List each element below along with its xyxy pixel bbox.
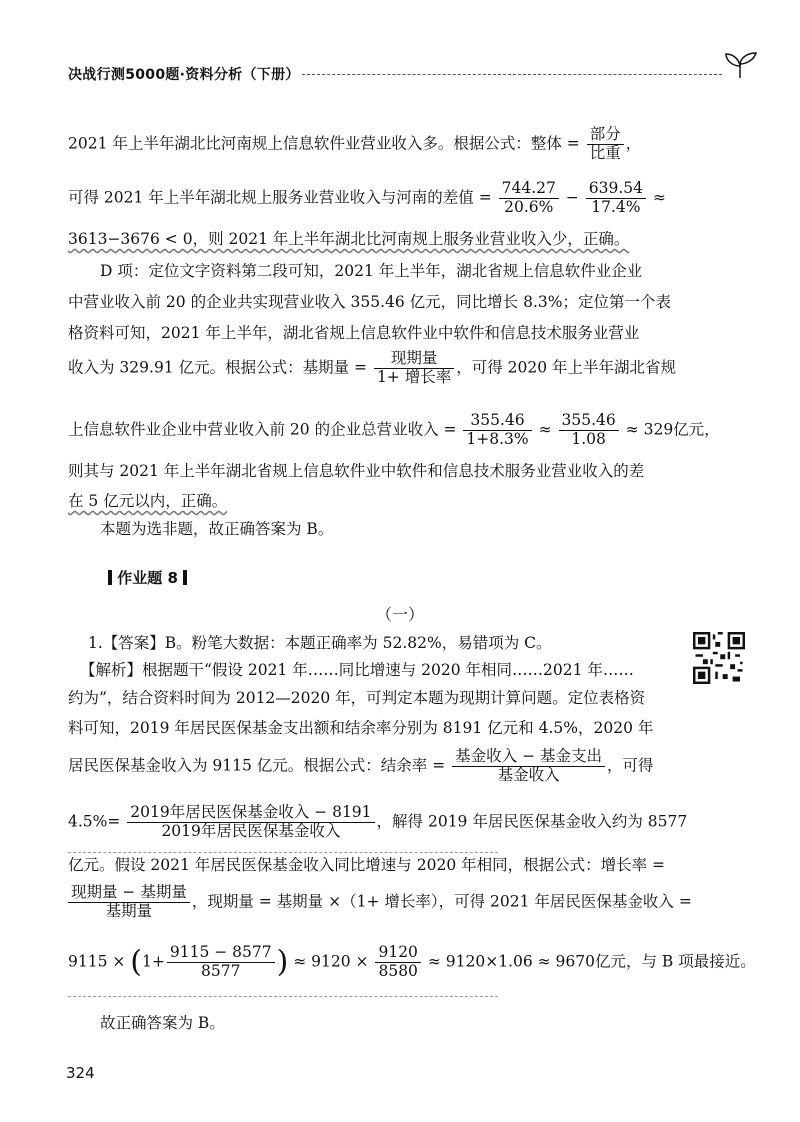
- running-header: 决战行测5000题·资料分析（下册）: [68, 67, 300, 83]
- bar-icon: [108, 570, 112, 585]
- text-line: 亿元。假设 2021 年居民医保基金收入同比增速与 2020 年相同，根据公式：增长率 =: [68, 856, 666, 874]
- text-line: 料可知，2019 年居民医保基金支出额和结余率分别为 8191 亿元和 4.5%，2020 年: [68, 719, 654, 737]
- fraction: $\frac{\text{现期量}}{\text{1+ 增长率}}$: [374, 350, 454, 387]
- section-heading: 作业题 8: [108, 567, 187, 588]
- text-line: 中营业收入前 20 的企业共实现营业收入 355.46 亿元，同比增长 8.3%；定位第一个表: [68, 293, 671, 311]
- text-line: 2021 年上半年湖北比河南规上信息软件业营业收入多。根据公式：整体 = $\frac{\text{部分}}{\text{比重}}$ ，: [68, 125, 642, 162]
- text-line: 本题为选非题，故正确答案为 B。: [100, 520, 334, 538]
- fraction: $\frac{\text{2019年居民医保基金收入 − 8191}}{\text{2019年居民医保基金收入}}$: [127, 804, 374, 841]
- underline-decoration: [68, 996, 498, 997]
- analysis-line: 【解析】根据题干“假设 2021 年……同比增速与 2020 年相同……2021 年……: [80, 661, 634, 679]
- text-line: 收入为 329.91 亿元。根据公式：基期量 = $\frac{\text{现期量}}{\text{1+ 增长率}}$ ，可得 2020 年上半年湖北省规: [68, 349, 677, 386]
- text-line: 在 5 亿元以内，正确。: [68, 492, 228, 510]
- fraction: $\frac{9115 - 8577}{8577}$: [167, 944, 275, 981]
- text-line: $\frac{\text{现期量 − 基期量}}{\text{基期量}}$ ，现期量 = 基期量 ×（1+ 增长率），可得 2021 年居民医保基金收入 =: [68, 884, 692, 921]
- fraction: $\frac{355.46}{1+8.3\%}$: [463, 412, 531, 449]
- text-line: 上信息软件业企业中营业收入前 20 的企业总营业收入 = $\frac{355.46}{1+8.3\%}$ ≈ $\frac{355.46}{1.08}$ ≈ 329亿元，: [68, 411, 720, 448]
- text-line: 则其与 2021 年上半年湖北省规上信息软件业中软件和信息技术服务业营业收入的差: [68, 462, 645, 480]
- text-line: D 项：定位文字资料第二段可知，2021 年上半年，湖北省规上信息软件业企业: [100, 262, 643, 280]
- text-line: 4.5%= $\frac{\text{2019年居民医保基金收入 − 8191}}{\text{2019年居民医保基金收入}}$ ，解得 2019 年居民医保基金收入约为 8577: [68, 803, 688, 840]
- text-line: 格资料可知，2021 年上半年，湖北省规上信息软件业中软件和信息技术服务业营业: [68, 324, 640, 342]
- text-line: 约为”，结合资料时间为 2012—2020 年，可判定本题为现期计算问题。定位表格资: [68, 689, 646, 707]
- answer-line: 1.【答案】B。粉笔大数据：本题正确率为 52.82%，易错项为 C。: [88, 634, 552, 652]
- header-divider: [302, 74, 722, 75]
- text-line: 9115 × (1+ $\frac{9115 - 8577}{8577}$ ) ≈ 9120 × $\frac{9120}{8580}$ ≈ 9120×1.06 ≈ 9670亿元，与 B 项最接近。: [68, 943, 756, 980]
- text-line: 居民医保基金收入为 9115 亿元。根据公式：结余率 = $\frac{\text{基金收入 − 基金支出}}{\text{基金收入}}$ ，可得: [68, 747, 654, 784]
- underline-decoration: [68, 852, 498, 853]
- fraction: $\frac{\text{部分}}{\text{比重}}$: [587, 126, 624, 163]
- fraction: $\frac{\text{基金收入 − 基金支出}}{\text{基金收入}}$: [452, 748, 605, 785]
- page-number: 324: [66, 1064, 95, 1082]
- qr-code-icon: [693, 632, 745, 684]
- fraction: $\frac{\text{现期量 − 基期量}}{\text{基期量}}$: [68, 884, 190, 921]
- bar-icon: [183, 570, 187, 585]
- text-line: 可得 2021 年上半年湖北规上服务业营业收入与河南的差值 = $\frac{744.27}{20.6\%}$ − $\frac{639.54}{17.4\%}$ ≈: [68, 179, 666, 216]
- subsection-heading: （一）: [375, 605, 424, 624]
- fraction: $\frac{355.46}{1.08}$: [559, 412, 619, 449]
- fraction: $\frac{9120}{8580}$: [375, 944, 420, 981]
- sprout-icon: [720, 50, 760, 80]
- text-line: 故正确答案为 B。: [100, 1014, 225, 1032]
- text-line: 3613−3676 < 0，则 2021 年上半年湖北比河南规上服务业营业收入少，正确。: [68, 230, 630, 248]
- fraction: $\frac{639.54}{17.4\%}$: [586, 180, 646, 217]
- fraction: $\frac{744.27}{20.6\%}$: [499, 180, 559, 217]
